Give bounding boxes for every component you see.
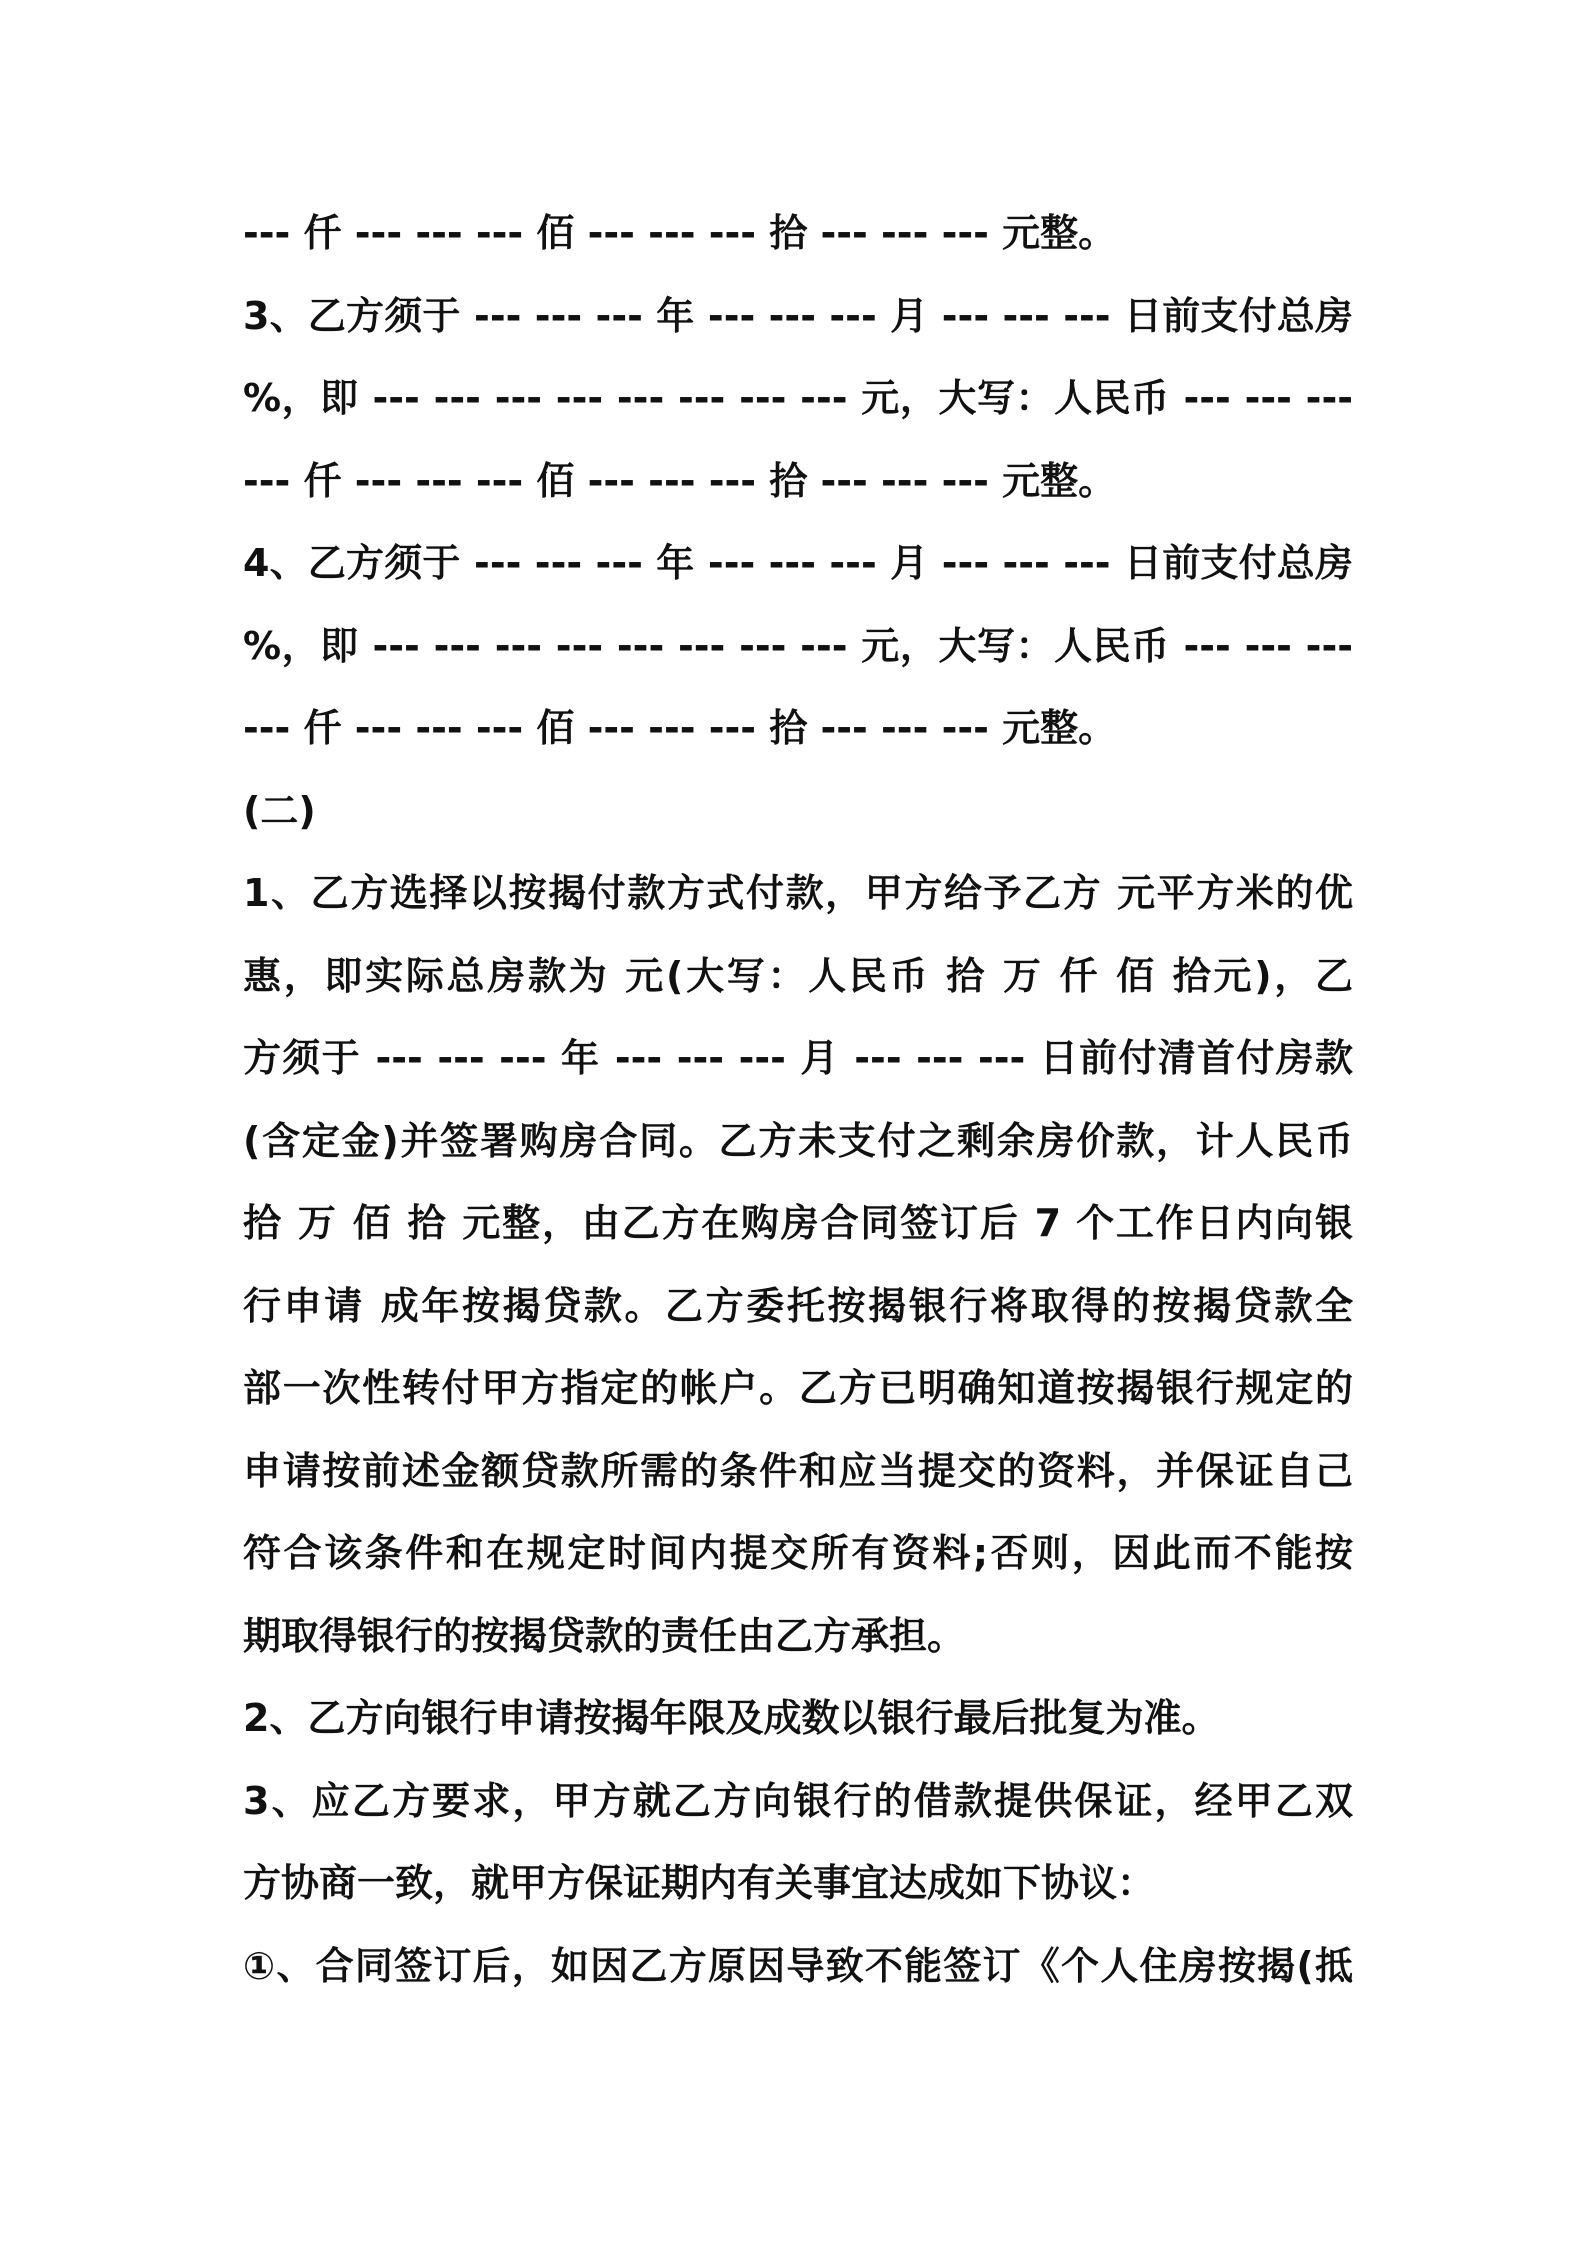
text-line-5: 4、乙方须于 --- --- --- 年 --- --- --- 月 --- --- --- 日前支付总房 — [243, 541, 1353, 585]
text-line-20: 3、应乙方要求，甲方就乙方向银行的借款提供保证，经甲乙双 — [243, 1778, 1353, 1823]
text-line-12: (含定金)并签署购房合同。乙方未支付之剩余房价款，计人民币 — [243, 1118, 1353, 1163]
text-line-17: 符合该条件和在规定时间内提交所有资料;否则，因此而不能按 — [243, 1531, 1353, 1575]
text-line-19: 2、乙方向银行申请按揭年限及成数以银行最后批复为准。 — [243, 1696, 1220, 1740]
text-line-3: %，即 --- --- --- --- --- --- --- --- 元，大写：人民币 --- --- --- — [243, 376, 1353, 420]
text-line-13: 拾 万 佰 拾 元整，由乙方在购房合同签订后 7 个工作日内向银 — [243, 1201, 1353, 1245]
text-line-21: 方协商一致，就甲方保证期内有关事宜达成如下协议： — [243, 1861, 1156, 1905]
text-line-2: 3、乙方须于 --- --- --- 年 --- --- --- 月 --- --- --- 日前支付总房 — [243, 293, 1353, 338]
section-heading: (二) — [243, 788, 316, 833]
text-line-9: 1、乙方选择以按揭付款方式付款，甲方给予乙方 元平方米的优 — [243, 871, 1353, 915]
text-line-16: 申请按前述金额贷款所需的条件和应当提交的资料，并保证自己 — [243, 1448, 1353, 1493]
text-line-11: 方须于 --- --- --- 年 --- --- --- 月 --- --- --- 日前付清首付房款 — [243, 1036, 1353, 1080]
text-line-6: %，即 --- --- --- --- --- --- --- --- 元，大写：人民币 --- --- --- — [243, 623, 1353, 668]
text-line-7: --- 仟 --- --- --- 佰 --- --- --- 拾 --- --- --- 元整。 — [243, 706, 1117, 750]
text-line-10: 惠，即实际总房款为 元(大写：人民币 拾 万 仟 佰 拾元)，乙 — [243, 953, 1353, 998]
text-line-1: --- 仟 --- --- --- 佰 --- --- --- 拾 --- --- --- 元整。 — [243, 211, 1117, 255]
text-line-4: --- 仟 --- --- --- 佰 --- --- --- 拾 --- --- --- 元整。 — [243, 458, 1117, 503]
text-line-15: 部一次性转付甲方指定的帐户。乙方已明确知道按揭银行规定的 — [243, 1366, 1353, 1410]
text-line-22: ①、合同签订后，如因乙方原因导致不能签订《个人住房按揭(抵 — [243, 1943, 1353, 1988]
text-line-14: 行申请 成年按揭贷款。乙方委托按揭银行将取得的按揭贷款全 — [243, 1283, 1353, 1328]
text-line-18: 期取得银行的按揭贷款的责任由乙方承担。 — [243, 1613, 966, 1658]
document-body — [243, 192, 1353, 2007]
